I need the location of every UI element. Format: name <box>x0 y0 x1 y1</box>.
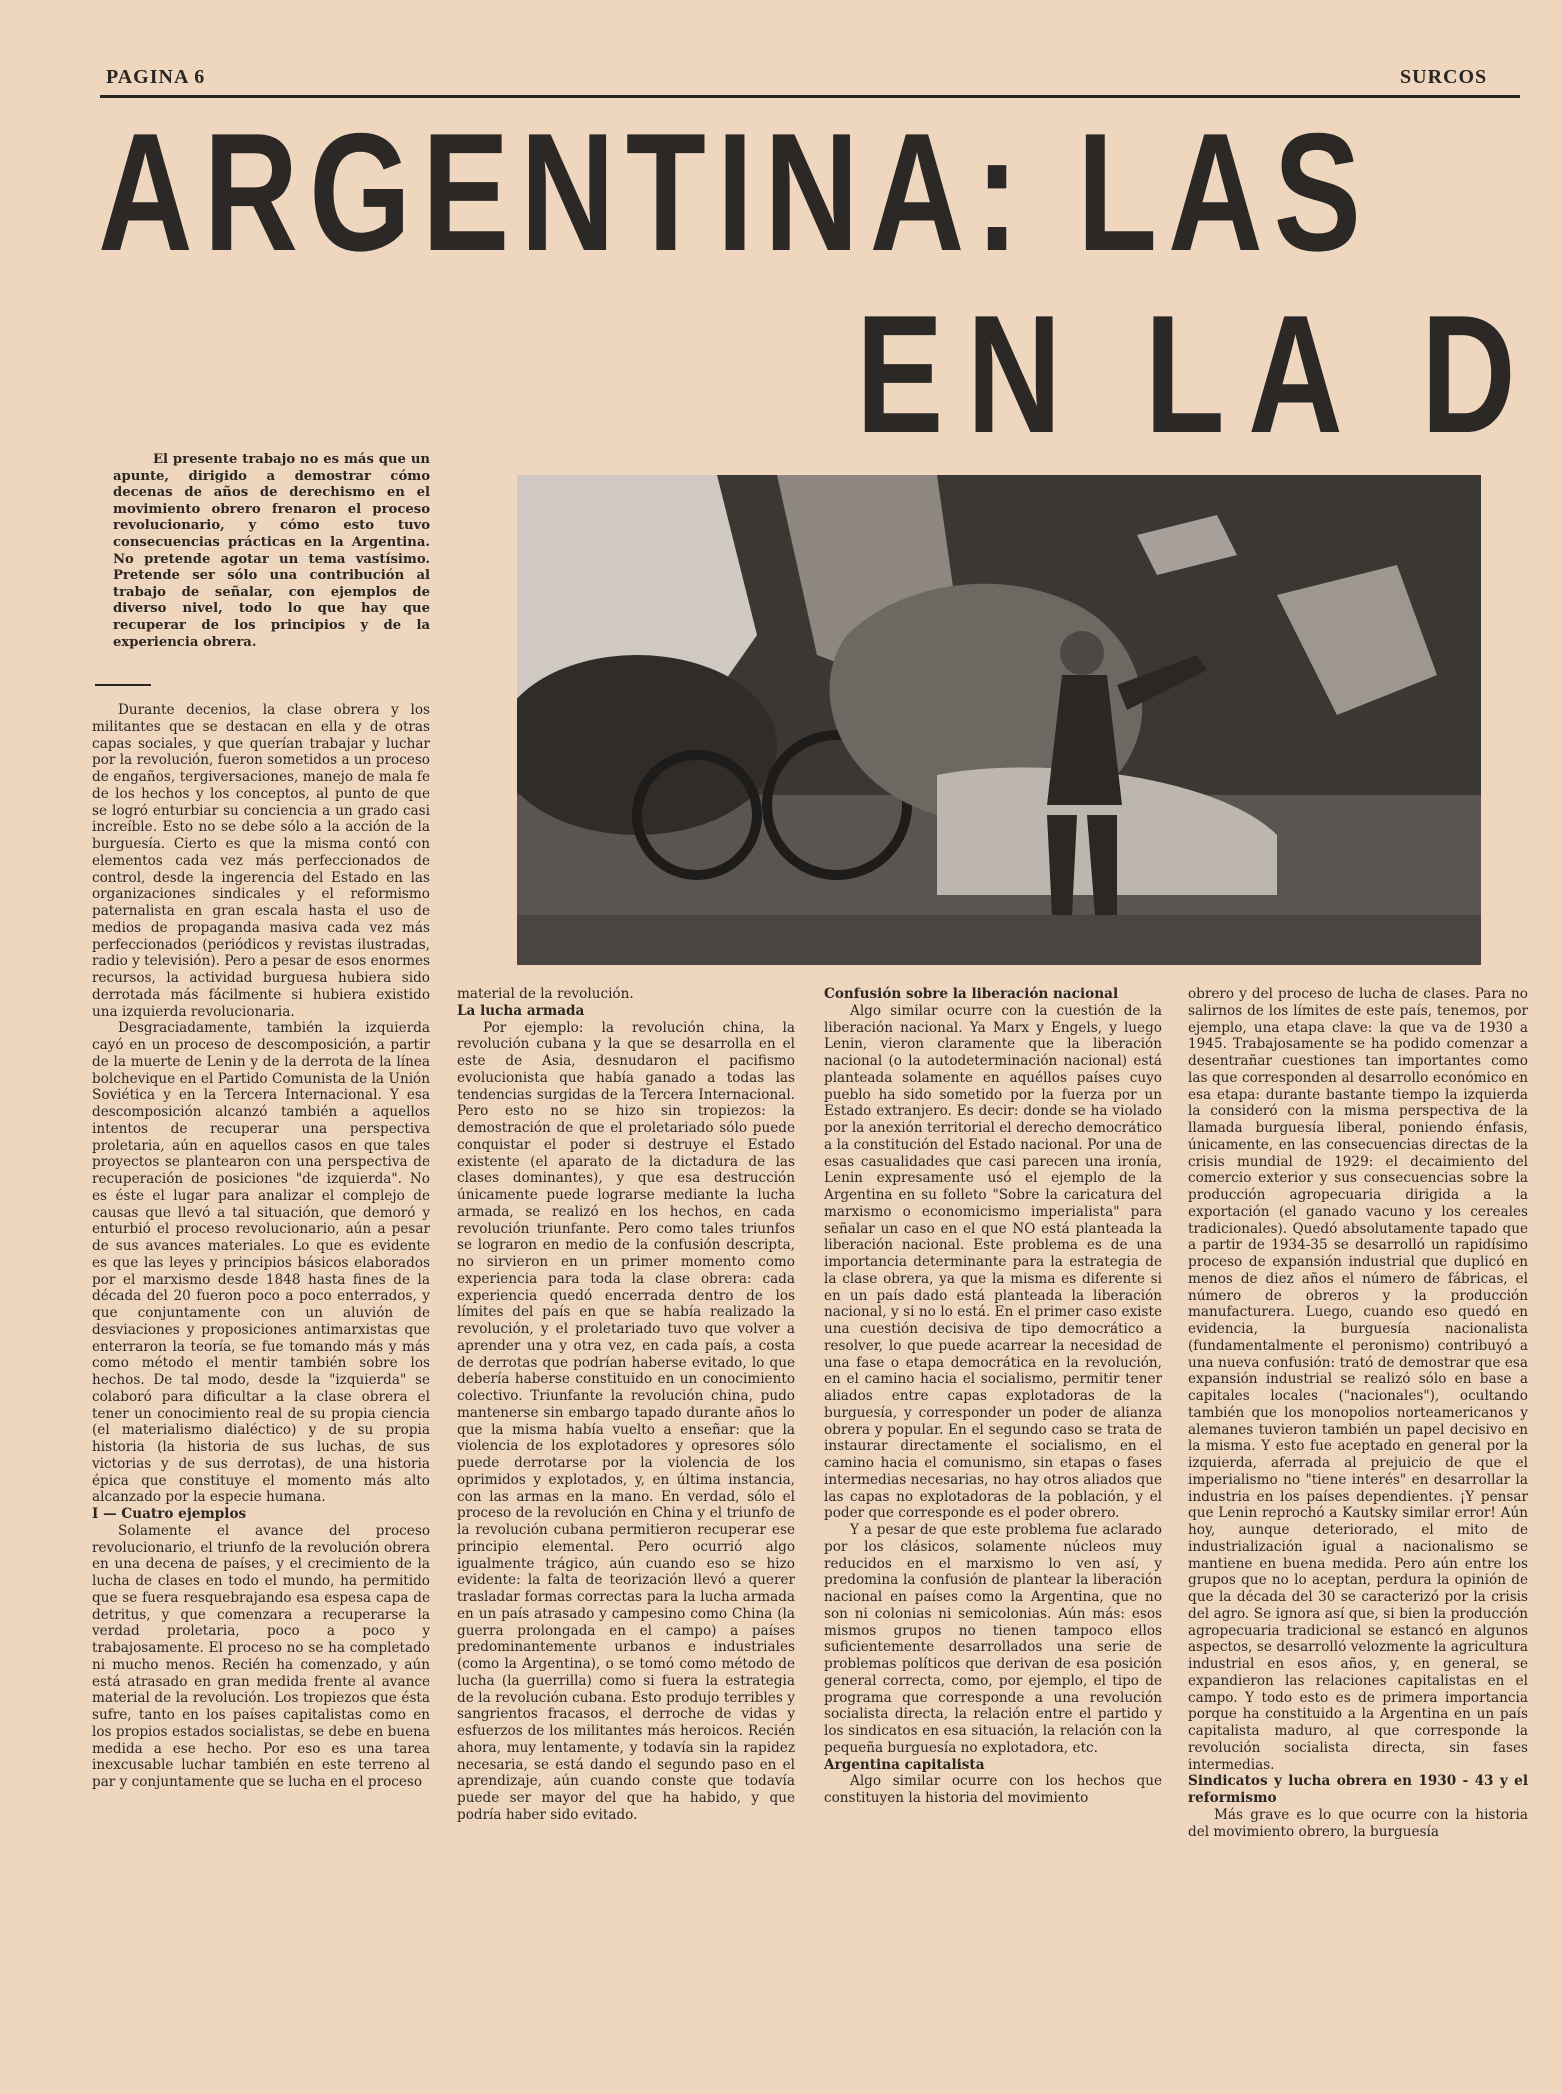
paragraph: Por ejemplo: la revolución china, la revolución cubana y la que se desarrolla en el este de Asia, desnudaron el pacifismo evolucionista que había ganado a todas las tendencias surgidas de la Tercera Internacional. Pero esto no se hizo sin tropiezos: la demostración de que el proletariado sólo puede conquistar el poder si destruye el Estado existente (el aparato de la dictadura de las clases dominantes), y que esa destrucción únicamente puede lograrse mediante la lucha armada, se realizó en los hechos, en cada revolución triunfante. Pero como tales triunfos se lograron en medio de la confusión descripta, no sirvieron en un primer momento como experiencia para toda la clase obrera: cada experiencia quedó encerrada dentro de los límites del país en que se había realizado la revolución, y el proletariado tuvo que volver a aprender una y otra vez, en cada país, a costa de derrotas que podrían haberse evitado, lo que debería haberse constituido en un conocimiento colectivo. Triunfante la revolución china, pudo mantenerse sin embargo tapado durante años lo que la misma había vuelto a enseñar: que la violencia de los explotadores y opresores sólo puede derrotarse por la violencia de los oprimidos y explotados, y, en última instancia, con las armas en la mano. En verdad, sólo el proceso de la revolución en China y el triunfo de la revolución cubana permitieron recuperar ese principio elemental. Pero ocurrió algo igualmente trágico, aún cuando eso se hizo evidente: la falta de teorización llevó a querer trasladar formas correctas para la lucha armada en un país atrasado y campesino como China (la guerra prolongada en el campo) a países predominantemente urbanos e industriales (como la Argentina), o se tomó como método de lucha (la guerrilla) como si fuera la estrategia de la revolución cubana. Esto produjo terribles y sangrientos fracasos, el derroche de vidas y esfuerzos de los militantes más heroicos. Recién ahora, muy lentamente, y todavía sin la rapidez necesaria, se está dando el segundo paso en el aprendizaje, aún cuando conste que todavía puede ser mayor del que ha habido, y que podría haber sido evitado. <box>457 1019 795 1823</box>
paragraph: Solamente el avance del proceso revolucionario, el triunfo de la revolución obrera en una decena de países, y el crecimiento de la lucha de clases en todo el mundo, ha permitido que se fuera resquebrajando esa espesa capa de detritus, y que comenzara a recuperarse la verdad proletaria, poco a poco y trabajosamente. El proceso no se ha completado ni mucho menos. Recién ha comenzado, y aún está atrasado en gran medida frente al avance material de la revolución. Los tropiezos que ésta sufre, tanto en los países capitalistas como en los propios estados socialistas, se debe en buena medida a ese hecho. Por eso es una tarea inexcusable luchar también en este terreno al par y conjuntamente que se lucha en el proceso <box>92 1522 430 1790</box>
section-heading: I — Cuatro ejemplos <box>92 1506 247 1522</box>
paragraph: material de la revolución. <box>457 986 634 1002</box>
paragraph: Y a pesar de que este problema fue aclarado por los clásicos, solamente núcleos muy reducidos en el marxismo lo ven así, y predomina la confusión de plantear la liberación nacional en países como la Argentina, que no son ni colonias ni semicolonias. Aún más: esos mismos grupos no tienen tampoco ellos suficientemente desarrollados una serie de problemas políticos que derivan de esa posición general correcta, como, por ejemplo, el tipo de programa que corresponde a una revolución socialista directa, la relación entre el partido y los sindicatos en esa situación, la relación con la pequeña burguesía no explotadora, etc. <box>824 1522 1162 1756</box>
intro-paragraph: El presente trabajo no es más que un apunte, dirigido a demostrar cómo decenas de años de derechismo en el movimiento obrero frenaron el proceso revolucionario, y cómo esto tuvo consecuencias prácticas en la Argentina. No pretende agotar un tema vastísimo. Pretende ser sólo una contribución al trabajo de señalar, con ejemplos de diverso nivel, todo lo que hay que recuperar de los principios y de la experiencia obrera. <box>113 452 430 650</box>
paragraph: Desgraciadamente, también la izquierda cayó en un proceso de descomposición, a partir de la muerte de Lenin y de la derrota de la línea bolchevique en el Partido Comunista de la Unión Soviética y en la Tercera Internacional. Y esa descomposición alcanzó también a aquellos intentos de recuperar una perspectiva proletaria, aún en aquellos casos en que tales proyectos se plantearon con una perspectiva de recuperación de posiciones "de izquierda". No es éste el lugar para analizar el complejo de causas que llevó a tal situación, que demoró y enturbió el proceso revolucionario, aún a pesar de sus avances materiales. Lo que es evidente es que las leyes y principios básicos elaborados por el marxismo desde 1848 hasta fines de la década del 20 fueron poco a poco enterrados, y que conjuntamente con un aluvión de desviaciones y proposiciones antimarxistas que enterraron la teoría, se fue tomando más y más como método el mentir también sobre los hechos. De tal modo, desde la "izquierda" se colaboró para dificultar a la clase obrera el tener un conocimiento real de su propia ciencia (el materialismo dialéctico) y de su propia historia (la historia de sus luchas, de sus victorias y de sus derrotas), de una historia épica que constituye el momento más alto alcanzado por la especie humana. <box>92 1020 430 1506</box>
section-heading: Argentina capitalista <box>824 1756 985 1773</box>
paragraph: Más grave es lo que ocurre con la historia del movimiento obrero, la burguesía <box>1188 1806 1528 1840</box>
column-2 <box>457 986 795 2002</box>
paragraph: Durante decenios, la clase obrera y los militantes que se destacan en ella y de otras capas sociales, y que querían trabajar y luchar por la revolución, fueron sometidos a un proceso de engaños, tergiversaciones, manejo de mala fe de los hechos y los conceptos, al punto de que se logró enturbiar su conciencia a un grado casi increíble. Esto no se debe sólo a la acción de la burguesía. Cierto es que la misma contó con elementos cada vez más perfeccionados de control, desde la ingerencia del Estado en las organizaciones sindicales y el reformismo paternalista en gran escala hasta el uso de medios de propaganda masiva cada vez más perfeccionados (periódicos y revistas ilustradas, radio y televisión). Pero a pesar de esos enormes recursos, la actividad burguesa hubiera sido derrotada más fácilmente si hubiera existido una izquierda revolucionaria. <box>92 702 430 1020</box>
paragraph: Algo similar ocurre con la cuestión de la liberación nacional. Ya Marx y Engels, y luego Lenin, vieron claramente que la liberación nacional (o la autodeterminación nacional) está planteada solamente en aquéllos países cuyo pueblo ha sido sometido por la fuerza por un Estado extranjero. Es decir: donde se ha violado por la anexión territorial el derecho democrático a la constitución del Estado nacional. Por una de esas casualidades que casi parecen una ironía, Lenin expresamente usó el ejemplo de la Argentina en su folleto "Sobre la caricatura del marxismo o economicismo imperialista" para señalar un caso en el que NO está planteada la liberación nacional. Este problema es de una importancia determinante para la estrategia de la clase obrera, ya que la misma es diferente si en un país dado está planteada la liberación nacional, y si no lo está. En el primer caso existe una cuestión decisiva de tipo democrático a resolver, lo que puede acarrear la necesidad de una fase o etapa democrática en la revolución, en el camino hacia el socialismo, permitir tener aliados entre capas explotadoras de la burguesía, y corresponder un poder de alianza obrera y popular. En el segundo caso se trata de instaurar directamente el socialismo, en el camino hacia el comunismo, sin etapas o fases intermedias necesarias, no hay otros aliados que las capas no explotadoras de la población, y el poder que corresponde es el poder obrero. <box>824 1002 1162 1522</box>
protest-photo <box>517 475 1481 965</box>
paragraph: obrero y del proceso de lucha de clases. Para no salirnos de los límites de este país, tenemos, por ejemplo, una etapa clave: la que va de 1930 a 1945. Trabajosamente se ha podido comenzar a desentrañar cuestiones tan importantes como las que corresponden al desarrollo económico en esa etapa: durante bastante tiempo la izquierda la consideró con la misma perspectiva de la llamada burguesía liberal, poniendo énfasis, únicamente, en las consecuencias directas de la crisis mundial de 1929: el decaimiento del comercio exterior y sus consecuencias sobre la producción agropecuaria dirigida a la exportación (el ganado vacuno y los cereales tradicionales). Quedó absolutamente tapado que a partir de 1934-35 se desarrolló un rapidísimo proceso de expansión industrial que duplicó en menos de diez años el número de fábricas, el número de obreros y la producción manufacturera. Luego, cuando eso quedó en evidencia, la burguesía nacionalista (fundamentalmente el peronismo) contribuyó a una nueva confusión: trató de demostrar que esa expansión industrial se realizó sólo en base a capitales locales ("nacionales"), ocultando también que los monopolios norteamericanos y alemanes tuvieron también un papel decisivo en la misma. Y esto fue aceptado en general por la izquierda, aferrada al prejuicio de que el imperialismo no "tiene interés" en desarrollar la industria en los países dependientes. ¡Y pensar que Lenin reprochó a Kautsky similar error! Aún hoy, aunque deteriorado, el mito de industrialización igual a nacionalismo se mantiene en buena medida. Pero aún entre los grupos que no lo aceptan, perdura la opinión de que la década del 30 se caracterizó por la crisis del agro. Se ignora así que, si bien la producción agropecuaria tradicional se estancó en algunos aspectos, se desarrolló velozmente la agricultura industrial en esos años, y, en general, se expandieron las relaciones capitalistas en el campo. Y todo esto es de primera importancia porque ha constituido a la Argentina en un país capitalista maduro, al que corresponde la revolución socialista directa, sin fases intermedias. <box>1188 986 1528 1773</box>
column-4 <box>1188 986 1528 2002</box>
headline-line-1: ARGENTINA: LAS <box>98 98 1372 286</box>
page-header-left: PAGINA 6 <box>106 66 206 88</box>
section-heading: La lucha armada <box>457 1002 585 1019</box>
intro-divider <box>95 684 151 686</box>
section-heading: Sindicatos y lucha obrera en 1930 - 43 y el reformismo <box>1188 1773 1528 1806</box>
paragraph: Algo similar ocurre con los hechos que constituyen la historia del movimiento <box>824 1773 1162 1806</box>
column-1 <box>92 702 430 2002</box>
page-header-right: SURCOS <box>1400 66 1488 88</box>
section-heading: Confusión sobre la liberación nacional <box>824 986 1119 1002</box>
headline-line-2: EN LA D <box>856 280 1540 468</box>
column-3 <box>824 986 1162 2002</box>
